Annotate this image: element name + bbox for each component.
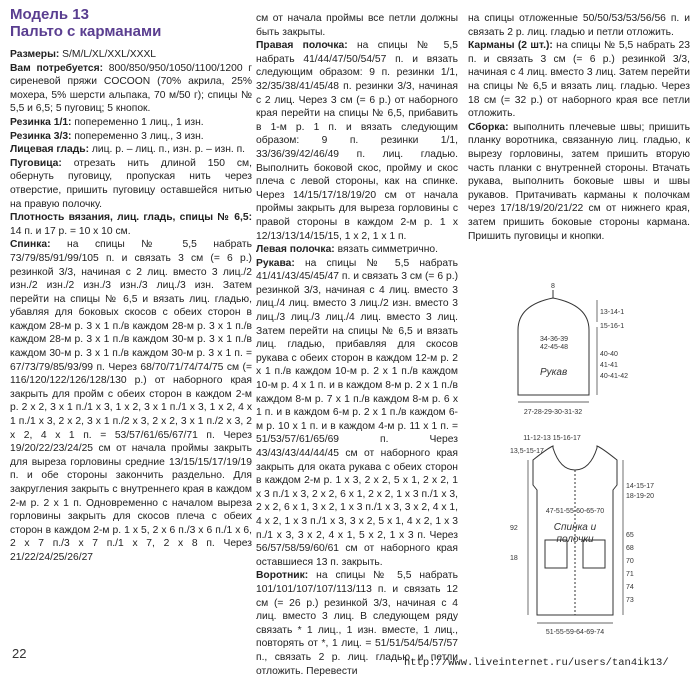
sleeve-right-label-3: 40-40 bbox=[600, 351, 618, 358]
section-text: отрезать нить длиной 150 см, обернуть пуговицу, пропуская нить через отверстие, пришить пуговицу оставшейся нитью на правую полочку. bbox=[10, 157, 252, 210]
section-label: Правая полочка: bbox=[256, 40, 348, 52]
section-label: Пуговица: bbox=[10, 157, 62, 169]
body-top-label: 11-12-13 15-16-17 bbox=[523, 435, 581, 442]
section-label: Воротник: bbox=[256, 570, 309, 582]
body-right-label-7: 74 bbox=[626, 584, 634, 591]
section-text: попеременно 1 лиц., 1 изн. bbox=[71, 116, 204, 128]
sleeve-top-label: 8 bbox=[551, 283, 555, 290]
section-label: Левая полочка: bbox=[256, 244, 335, 256]
section-text: 800/850/950/1050/1100/1200 г сиреневой пряжи COCOON (70% акрила, 25% мохера, 5% шерсти альпака, 70 м/50 г); спицы № 5,5 и 6,5; 5 пуговиц; 5 кнопок. bbox=[10, 62, 253, 115]
section-label: Резинка 1/1: bbox=[10, 116, 72, 128]
body-right-label-3: 65 bbox=[626, 532, 634, 539]
section-text: вязать симметрично. bbox=[334, 244, 438, 256]
section-text: 14 п. и 17 р. = 10 х 10 см. bbox=[10, 225, 131, 237]
section-text: на спицы № 5,5 набрать 73/79/85/91/99/105 п. и связать 3 см (= 6 р.) резинкой 3/3, начиная с 2 лиц. вместо 3 лиц./2 изн./2 изн./2 изн./3 изн./3 лиц./3 изн. Затем перейти на спицы № 6,5 и вязать лиц. гладью, убавляя для боковых скосов с обеих сторон в каждом 28-м р. 3 х 1 п./в каждом 28-м р. 3 х 1 п./в каждом 28-м р. 3 х 1 п./в каждом 30-м р. 3 х 1 п./в каждом 30-м р. 3 х 1 п./в каждом 30-м р. 3 х 1 п. = 67/73/79/85/93/99 п. Через 68/70/71/74/74/75 см (= 116/120/122/126/128/130 р.) от наборного края закрыть для пройм с обеих сторон в каждом 2-м р. 2 х 2, 3 х 1 п./1 х 3, 1 х 2, 3 х 1 п./1 х 3, 1 х 2, 4 х 1 п./1 х 3, 2 х 2, 3 х 1 п./2 х 3, 2 х 2, 3 х 1 п./2 х 3, 2 х 2, 4 х 1 п. = 53/57/61/65/67/71 п. Через 19/20/22/23/24/25 см от начала проймы закрыть для выреза горловины средние 13/15/15/17/19/19 п. и обе стороны закончить раздельно. Для закругления закрыть с внутреннего края в каждом 2-м р. 2 х 1 п. Одновременно с началом выреза горловины закрыть для скосов плеча с обеих сторон в каждом 2-м р. 1 х 5, 2 х 6 п./3 х 6 п./1 х 6, 2 х 7 п./3 х 7 п./1 х 7, 2 х 8 п. Через 21/22/24/25/26/27 bbox=[10, 239, 252, 563]
sleeve-right-label-5: 40-41-42 bbox=[600, 373, 629, 380]
body-right-label-5: 70 bbox=[626, 558, 634, 565]
body-bottom-label: 51-55-59-64-69-74 bbox=[545, 629, 605, 636]
body-name-label-1: Спинка и bbox=[553, 522, 597, 533]
body-right-label-6: 71 bbox=[626, 571, 634, 578]
section-label: Рукава: bbox=[256, 257, 295, 269]
body-mid-width-label: 47-51-55-60-65-70 bbox=[545, 508, 605, 515]
section-text: S/M/L/XL/XXL/XXXL bbox=[59, 49, 157, 60]
section-text: попеременно 3 лиц., 3 изн. bbox=[71, 130, 204, 142]
section-text: на спицы № 5,5 набрать 101/101/107/107/113/113 п. и связать 12 см (= 26 р.) резинкой 3/3, начиная с 4 лиц. вместо 3 лиц. В следующем ряду связать * 1 лиц., 1 изн. вместе, 1 лиц., повторять от *, 1 лиц. = 51/51/54/54/57/57 п., связать 2 р. лиц. гладью и петли отложить. Перевести bbox=[256, 570, 458, 677]
section-label: Лицевая гладь: bbox=[10, 144, 89, 156]
body-left-label-2: 18 bbox=[510, 555, 518, 562]
section-text: на спицы № 5,5 набрать 41/41/43/45/45/47 п. и связать 3 см (= 6 р.) резинкой 3/3, начиная с 4 лиц. вместо 3 лиц./4 лиц. вместо 3 лиц./2 изн. вместо 3 лиц./3 лиц./3 лиц./4 лиц. вместо 3 лиц. Затем перейти на спицы № 6,5 и вязать лиц. гладью, прибавляя для скосов рукава с обеих сторон в каждом 12-м р. 2 х 1 п./в каждом 10-м р. 2 х 1 п./в каждом 10-м р. 4 х 1 п. и в каждом 8-м р. 2 х 1 п./в каждом 8-м р. 7 х 1 п./в каждом 8-м р. 6 х 1 п. и в каждом 6-м р. 2 х 1 п./в каждом 6-м р. 10 х 1 п. и в каждом 4-м р. 11 х 1 п. = 51/53/57/61/65/69 п. Через 43/43/43/44/44/45 см от наборного края закрыть для оката рукава с обеих сторон в каждом 2-м р. 1 х 3, 2 х 2, 5 х 1, 2 х 2, 1 х 3 п./1 х 3, 2 х 2, 6 х 1, 2 х 2, 1 х 3 п./1 х 3, 2 х 2, 6 х 1, 3 х 2, 1 х 3 п./1 х 3, 3 х 2, 4 х 1, 4 х 2, 1 х 3 п./1 х 3, 3 х 2, 5 х 1, 4 х 2, 1 х 3 п./1 х 3, 3 х 2, 4 х 1, 5 х 2, 1 х 3 п. Через 56/57/58/59/60/61 см от наборного края оставшиеся 13 п. закрыть. bbox=[256, 257, 458, 568]
model-title: Модель 13 bbox=[10, 6, 89, 23]
sleeve-bottom-label: 27-28-29-30-31-32 bbox=[523, 409, 583, 416]
body-right-label-2: 18-19-20 bbox=[626, 493, 655, 500]
section-label: Размеры: bbox=[10, 49, 60, 60]
section-label: Карманы (2 шт.): bbox=[468, 40, 553, 52]
section-label: Сборка: bbox=[468, 121, 509, 133]
source-url[interactable]: http://www.liveinternet.ru/users/tan4ik13/ bbox=[404, 657, 669, 669]
section-text: лиц. р. – лиц. п., изн. р. – изн. п. bbox=[89, 144, 246, 156]
model-subtitle: Пальто с карманами bbox=[10, 23, 162, 40]
body-right-label-8: 73 bbox=[626, 597, 634, 604]
sleeve-right-label-2: 15-16-1 bbox=[600, 323, 625, 330]
page-number: 22 bbox=[12, 646, 27, 661]
section-label: Вам потребуется: bbox=[10, 62, 104, 74]
section-text: на спицы № 5,5 набрать 23 п. и связать 3 см (= 6 р.) резинкой 3/3, начиная с 4 лиц. вместо 3 лиц. Затем перейти на спицы № 6,5 и вязать лиц. гладью. Через 18 см (= 32 р.) от наборного края все петли отложить. bbox=[468, 40, 690, 120]
section-text: на спицы отложенные 50/50/53/53/56/56 п. и связать 2 р. лиц. гладью и петли отложить. bbox=[468, 13, 690, 38]
body-right-label-4: 68 bbox=[626, 545, 634, 552]
sleeve-cap-label-1: 34-36-39 bbox=[540, 336, 569, 343]
sleeve-right-label-4: 41-41 bbox=[600, 362, 618, 369]
body-right-label-1: 14-15-17 bbox=[626, 483, 655, 490]
section-text: см от начала проймы все петли должны быть закрыты. bbox=[256, 13, 458, 38]
section-label: Спинка: bbox=[10, 239, 51, 251]
body-name-label-2: полочки bbox=[556, 534, 594, 545]
section-label: Резинка 3/3: bbox=[10, 130, 72, 142]
body-left-label-1: 92 bbox=[510, 525, 518, 532]
section-text: выполнить плечевые швы; пришить планку воротника, связанную лиц. гладью, к вырезу горловины, затем пришить вторую часть планки с внутренней стороны. Втачать рукава, выполнить боковые швы и швы рукавов. Притачивать карманы к полочкам через 17/18/19/20/21/22 см от нижнего края, затем пришить боковые стороны кармана. Пришить пуговицы и кнопки. bbox=[468, 121, 690, 242]
section-text: на спицы № 5,5 набрать 41/44/47/50/54/57 п. и вязать следующим образом: 9 п. резинки 1/1, 32/35/38/41/45/48 п. резинки 3/3, начиная с 2 лиц. Через 3 см (= 6 р.) от наборного края перейти на спицы № 6,5, прибавить в 1-м р. 1 п. и вязать следующим образом: 9 п. резинки 1/1, 33/36/39/42/46/49 п. лиц. гладью. Выполнить боковой скос, пройму и скос плеча с левой стороны, как на спинке. Через 14/15/17/18/19/20 см от начала проймы закрыть для выреза горловины с правой стороны в каждом 2-м р. 1 х 12/13/13/14/15/15, 1 х 2, 1 х 1 п. bbox=[256, 40, 458, 242]
sleeve-cap-label-2: 42-45-48 bbox=[540, 344, 569, 351]
sleeve-name-label: Рукав bbox=[540, 367, 568, 378]
sleeve-right-label-1: 13-14-1 bbox=[600, 309, 625, 316]
body-left-top-label: 13,5-15-17 bbox=[510, 448, 544, 455]
section-label: Плотность вязания, лиц. гладь, спицы № 6,5: bbox=[10, 212, 252, 224]
